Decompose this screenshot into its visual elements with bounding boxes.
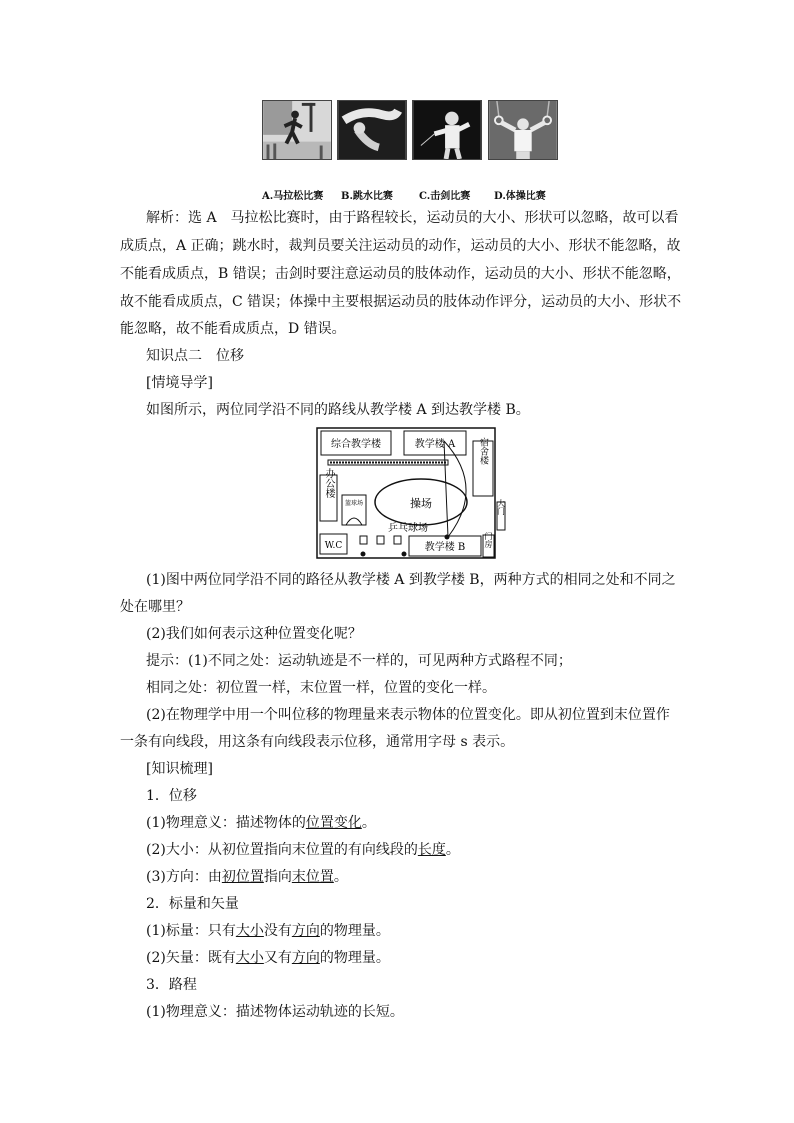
menfang-label: 门房	[484, 532, 493, 548]
caption-b: B.跳水比赛	[341, 191, 393, 202]
k1-title: 1．位移	[146, 788, 197, 804]
question-1-cont: 处在哪里？	[120, 599, 190, 615]
answer-blank: 长度	[417, 842, 446, 858]
building-a-label: 教学楼 A	[414, 439, 456, 450]
campus-map	[316, 427, 506, 560]
answer-blank: 方向	[291, 950, 320, 966]
answer-blank: 大小	[235, 923, 264, 939]
text: 。	[333, 869, 348, 885]
k3-title: 3．路程	[146, 977, 197, 993]
building-b-label: 教学楼 B	[424, 542, 466, 553]
question-1: (1)图中两位同学沿不同的路径从教学楼 A 到教学楼 B，两种方式的相同之处和不同之	[146, 572, 676, 588]
photo-captions	[256, 187, 566, 203]
k1-meaning	[146, 813, 376, 833]
answer-blank: 大小	[235, 950, 264, 966]
text: 。	[445, 842, 460, 858]
hint-3-cont: 一条有向线段，用这条有向线段表示位移，通常用字母 s 表示。	[120, 734, 515, 750]
k1-size	[146, 840, 460, 860]
damen-label: 大门	[496, 499, 506, 515]
text: 没有	[263, 923, 292, 939]
sports-photos	[262, 100, 562, 160]
lanqiu-label: 篮球场	[344, 500, 364, 507]
gymnastics-photo	[488, 100, 558, 160]
caochang-label: 操场	[410, 497, 432, 510]
answer-blank: 位置变化	[305, 815, 362, 831]
question-2: (2)我们如何表示这种位置变化呢？	[146, 626, 362, 642]
text: 的物理量。	[319, 923, 390, 939]
knowledge-tag: [知识梳理]	[146, 761, 213, 777]
hint-1: 提示：(1)不同之处：运动轨迹是不一样的，可见两种方式路程不同；	[146, 653, 572, 669]
k1-direction	[146, 867, 348, 887]
caption-d: D.体操比赛	[494, 191, 546, 202]
text: (3)方向：由	[146, 869, 222, 885]
answer-blank: 末位置	[291, 869, 334, 885]
marathon-photo	[262, 100, 332, 160]
answer-blank: 方向	[291, 923, 320, 939]
analysis-line: 解析：选 A 马拉松比赛时，由于路程较长，运动员的大小、形状可以忽略，故可以看	[146, 210, 679, 226]
text: 又有	[263, 950, 292, 966]
section-title: 知识点二 位移	[146, 348, 244, 364]
text: 的物理量。	[319, 950, 390, 966]
hint-2: 相同之处：初位置一样，末位置一样，位置的变化一样。	[146, 680, 496, 696]
fencing-photo	[412, 100, 482, 160]
sushe-label: 宿舍楼	[478, 437, 488, 465]
caption-a: A.马拉松比赛	[262, 191, 324, 202]
analysis-line: 故不能看成质点，C 错误；体操中主要根据运动员的肢体动作评分，运动员的大小、形状不	[120, 294, 682, 310]
hint-3: (2)在物理学中用一个叫位移的物理量来表示物体的位置变化。即从初位置到末位置作	[146, 707, 670, 723]
caption-c: C.击剑比赛	[419, 191, 471, 202]
diving-photo	[337, 100, 407, 160]
scenario-intro: 如图所示，两位同学沿不同的路线从教学楼 A 到达教学楼 B。	[146, 402, 530, 418]
text: (1)标量：只有	[146, 923, 236, 939]
pingpang-label: 乒乓球场	[388, 523, 428, 534]
k2-vector	[146, 948, 390, 968]
k2-scalar	[146, 921, 390, 941]
answer-blank: 初位置	[221, 869, 264, 885]
k3-meaning: (1)物理意义：描述物体运动轨迹的长短。	[146, 1004, 404, 1020]
scenario-tag: [情境导学]	[146, 375, 213, 391]
text: (1)物理意义：描述物体的	[146, 815, 306, 831]
text: 指向	[263, 869, 292, 885]
wc-label: W.C	[324, 541, 343, 551]
k2-title: 2．标量和矢量	[146, 896, 239, 912]
text: (2)大小：从初位置指向末位置的有向线段的	[146, 842, 418, 858]
bangong-label: 办公楼	[323, 468, 334, 498]
text: 。	[361, 815, 376, 831]
analysis-line: 不能看成质点，B 错误；击剑时要注意运动员的肢体动作，运动员的大小、形状不能忽略，	[120, 266, 681, 282]
analysis-line: 能忽略，故不能看成质点，D 错误。	[120, 321, 346, 337]
text: (2)矢量：既有	[146, 950, 236, 966]
analysis-line: 成质点，A 正确；跳水时，裁判员要关注运动员的动作，运动员的大小、形状不能忽略，故	[120, 238, 681, 254]
zonghe-label: 综合教学楼	[331, 439, 381, 450]
